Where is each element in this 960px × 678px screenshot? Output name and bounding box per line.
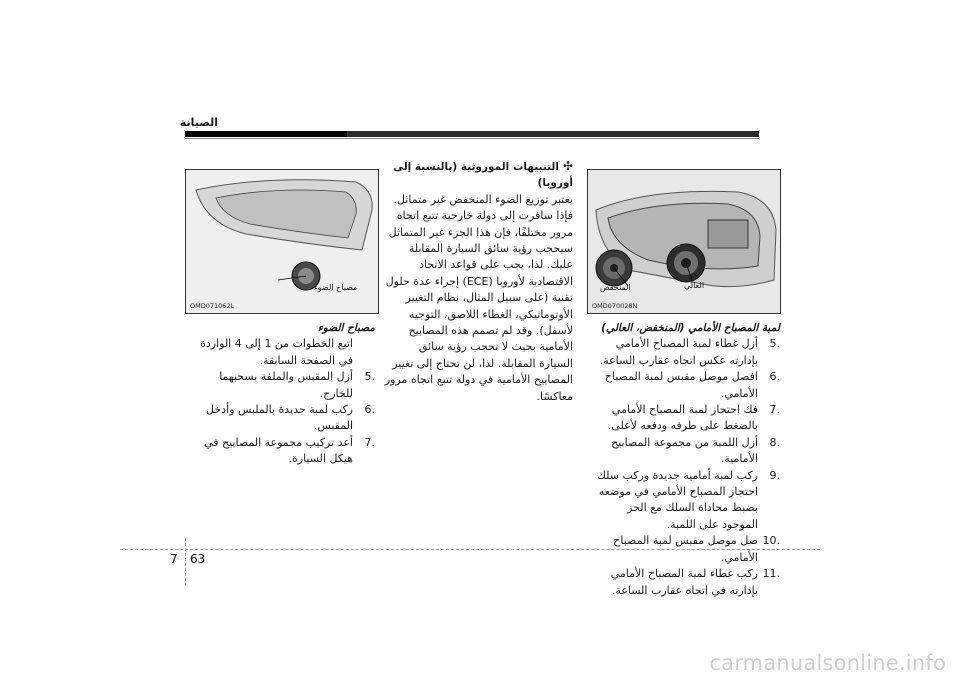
list-item: 6. ركب لمبة جديدة بالملبس وأدخل المقبس. (206, 403, 375, 433)
subheading: مصباح الضوء (317, 322, 375, 334)
list-item: 11. ركب غطاء لمبة المصباح الأمامي بإدارته في اتجاه عقارب الساعة. (610, 567, 780, 597)
list-item: اتبع الخطوات من 1 إلى 4 الواردة في الصفحة السابقة. (200, 337, 353, 367)
watermark: carmanualsonline.info (709, 651, 946, 675)
list-item: 8. أزل اللمبة من مجموعة المصابيح الأمامية. (611, 435, 780, 466)
footer-divider (185, 538, 186, 586)
figure-code: OMD071062L (190, 302, 235, 310)
note-icon: ✣ (562, 159, 573, 173)
footer-rule (120, 549, 820, 550)
list-item: 7. أعد تركيب مجموعة المصابيح في هيكل السيارة. (204, 435, 375, 466)
lamp-housing-photo (185, 169, 379, 314)
list-item: 6. افصل موصل مقبس لمبة المصباح الأمامي. (604, 370, 780, 400)
subheading: لمبة المصباح الأمامي (المنخفض، العالي) (601, 322, 780, 334)
fog-lamp-label: مصباح الضوء (314, 283, 358, 292)
high-beam-label: العالي (684, 281, 705, 290)
list-item: 7. فك احتجاز لمبة المصباح الأمامي بالضغط على طرفه ودفعه لأعلى. (607, 403, 780, 433)
header-rule (185, 138, 759, 139)
figure-code: OMD070028N (592, 302, 638, 310)
right-column (590, 320, 780, 599)
list-item: 5. أزل غطاء لمبة المصباح الأمامي بإدارته عكس اتجاه عقارب الساعة. (599, 337, 780, 367)
note-title: ✣التنبيهات الموروثية (بالنسبة إلى أوروبا) (393, 159, 573, 190)
list-item: 9. ركب لمبة أمامية جديدة وركب سلك احتجاز المصباح الأمامي في موضعه بضبط محاذاة السلك مع الحز الموجود على اللمبة. (596, 468, 780, 531)
chapter-number: 7 (170, 552, 178, 566)
list-item: 10. صل موصل مقبس لمبة المصباح الأمامي. (613, 534, 780, 564)
left-column (185, 320, 375, 468)
page-number: 63 (190, 552, 206, 566)
low-beam-label: المنخفض (600, 283, 631, 292)
note-text: يعتبر توزيع الضوء المنخفض غير متماثل. فإذا سافرت إلى دولة خارجية تتبع اتجاه مرور مختلفًا، فإن هذا الجزء غير المتماثل سيحجب رؤية سائق السيارة المقابلة عليك. لذا، يجب على قواعد الاتحاد الاقتصادية لأوروبا (ECE) إجراء عدة حلول تقنية (على سبيل المثال، نظام التغيير الأوتوماتيكي، الغطاء اللاصق، التوجيه لأسفل). وقد لم تصمم هذه المصابيح الأمامية بحيث لا تحجب رؤية سائق السيارة المقابلة. لذا، لن تحتاج إلى تغيير المصابيح الأمامية في دولة تتبع اتجاه مرور معاكسًا. (384, 192, 573, 403)
section-title: الصيانة (179, 116, 218, 129)
middle-column (383, 158, 573, 405)
headlamp-assembly-photo (587, 169, 781, 314)
header-bar-accent (185, 131, 347, 137)
list-item: 5. أزل المقبس والملفة بسحبهما للخارج. (219, 370, 375, 400)
